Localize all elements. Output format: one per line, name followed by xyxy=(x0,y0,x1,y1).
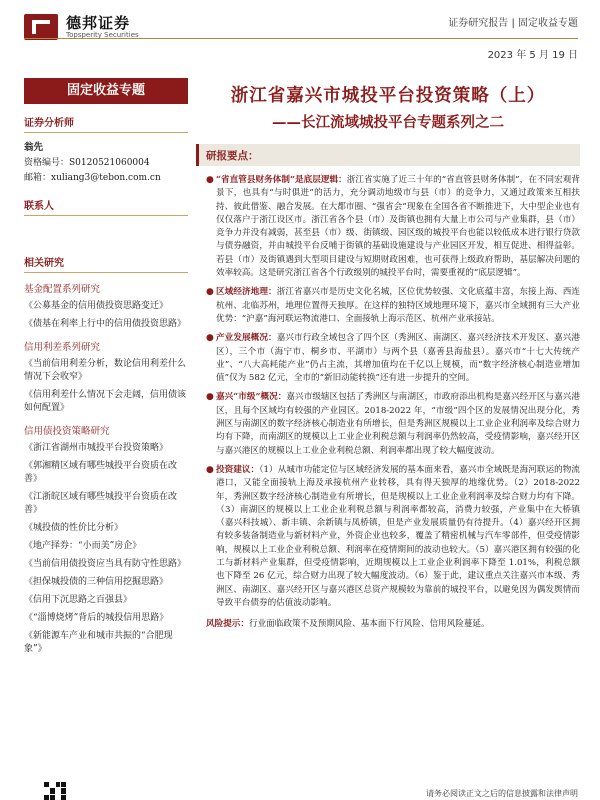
related-report-link[interactable]: 《“淄博烧烤”背后的城投信用思路》 xyxy=(24,613,169,623)
brand-name: 德邦证券 xyxy=(66,13,131,32)
related-group-fund xyxy=(24,281,188,331)
related-group-spread xyxy=(24,339,188,415)
risk-text: 行业面临政策不及预期风险、基本面下行风险、信用风险蔓延。 xyxy=(248,619,490,630)
related-group-title: 信用利差系列研究 xyxy=(24,342,101,353)
footer-disclaimer: 请务必阅读正文之后的信息披露和法律声明 xyxy=(426,789,578,798)
report-subtitle: ——长江流域城投平台专题系列之二 xyxy=(272,115,504,131)
related-section-title: 相关研究 xyxy=(24,258,64,269)
section-divider xyxy=(24,272,188,273)
key-point-title: 投资建议： xyxy=(216,464,260,475)
bullet-icon: ● xyxy=(206,392,214,403)
key-point-text: 嘉兴市级辖区包括了秀洲区与南湖区，市政府添出机构是嘉兴经开区与嘉兴港区，且每个区域均有较强的产业园区。2018-2022 年，“市级”四个区的发展情况出现分化，秀洲区与南湖区的数字经济核心制造业有所增长，但是秀洲区规模以上工业企业利润率及综合财力均有下降，而南湖区的规模以上工业企业利税总额与利润率仍然较高，受疫情影响，嘉兴经开区与嘉兴港区的规模以上工业企业利税总额、利润率都出现了较大幅度波动。 xyxy=(216,392,580,456)
summary-label: 研报要点： xyxy=(206,150,259,162)
key-point-text: 浙江省嘉兴市是历史文化名城，区位优势较强、文化底蕴丰富，东接上海、西连杭州、北临苏州，地理位置得天独厚。在这样的独特区域地理环境下，嘉兴市全域拥有三大产业优势：“沪嘉”海河联运物流港口、全面接轨上海示范区、杭州产业承接站。 xyxy=(216,287,580,324)
key-point-text: 浙江省实施了近三十年的“省直管县财务体制”，在不同宏观背景下，也具有“与时俱进”的活力，充分调动地级市与县（市）的竞争力，又通过政策来互相扶持、彼此借鉴、融合发展。在大都市圈、“强省会”现象在全国各省不断推进下，大中型企业也有仅仅落户于浙江设区市。浙江省各个县（市）及街镇也拥有大量上市公司与产业集群，县（市）竞争力并没有减弱，甚至县（市）级、街镇级、园区级的城投平台也能以较低成本进行银行贷款与债券融资，并由城投平台反哺于街镇的基础设施建设与产业园区开发，相互促进、相得益彰。若县（市）及街镇遇到大型项目建设与短期财政困难，也可获得上级政府帮助，基层解决问题的效率较高。这是研究浙江省各个行政级别的城投平台时，需要重视的“底层逻辑”。 xyxy=(216,175,580,279)
analyst-email[interactable]: 邮箱：xuliang3@tebon.com.cn xyxy=(24,173,161,183)
key-point xyxy=(206,174,580,280)
sidebar-banner: 固定收益专题 xyxy=(24,78,188,104)
related-report-link[interactable]: 《地产择券：“小而美”房企》 xyxy=(24,541,142,551)
related-report-link[interactable]: 《公募基金的信用债投资思路变迁》 xyxy=(24,301,169,311)
key-points xyxy=(196,174,580,610)
bullet-icon: ● xyxy=(206,333,214,344)
key-point-text: 嘉兴市行政全域包含了四个区（秀洲区、南湖区、嘉兴经济技术开发区、嘉兴港区），三个市（海宁市、桐乡市、平湖市）与两个县（嘉善县海盐县）。嘉兴市“十七大传统产业”、“八大高耗能产业”仍占主流，其增加值均在千亿以上规模，而“数字经济核心制造业增加值”仅为 582 亿元，全市的“新旧动能转换”还有进一步提升的空间。 xyxy=(216,333,580,384)
bullet-icon: ● xyxy=(206,464,214,475)
key-point-text: （1）从城市功能定位与区域经济发展的基本面来看，嘉兴市全域既是海河联运的物流港口，又能全面接轨上海及承接杭州产业转移，具有得天独厚的地缘优势。（2）2018-2022 年，秀洲区数字经济核心制造业有所增长，但是规模以上工业企业利润率及综合财力均有下降。（3）南湖区的规模以上工业企业利税总额与利润率都较高，消费力较强，产业集中在大桥镇（嘉兴科技城）、新丰镇、余新镇与凤桥镇，但是产业发展质量仍有待提升。（4）嘉兴经开区拥有较多装备制造业与新材料产业，外资企业也较多，覆盖了精密机械与汽车零部件，但受疫情影响，规模以上工业企业利税总额、利润率在疫情期间的波动也较大。（5）嘉兴港区拥有较强的化工与新材料产业集群，但受疫情影响，近期规模以上工业企业利润率下降至 1.01%，利税总额也下降至 26 亿元，综合财力出现了较大幅度波动。（6）鉴于此，建议重点关注嘉兴市本级、秀洲区、南湖区、嘉兴经开区与嘉兴港区总资产规模较为靠前的城投平台，以避免因为偶发舆情而导致平台债券的估值波动影响。 xyxy=(216,464,580,608)
related-report-link[interactable]: 《郭湘精区域有哪些城投平台资质在改善》 xyxy=(24,461,178,484)
analyst-cert: 资格编号：S0120521060004 xyxy=(24,158,150,168)
report-date: 2023 年 5 月 19 日 xyxy=(487,50,578,61)
contact-section-title: 联系人 xyxy=(24,201,54,212)
related-report-link[interactable]: 《江浙皖区域有哪些城投平台资质在改善》 xyxy=(24,492,178,515)
related-report-link[interactable]: 《信用下沉思路之百强县》 xyxy=(24,595,133,605)
related-report-link[interactable]: 《担保城投债的三种信用挖掘思路》 xyxy=(24,577,169,587)
bullet-icon: ● xyxy=(206,175,214,185)
analyst-name: 翁先 xyxy=(24,142,44,153)
section-divider xyxy=(24,132,188,133)
related-group-strategy xyxy=(24,423,188,656)
related-group-title: 基金配置系列研究 xyxy=(24,284,101,295)
key-point xyxy=(206,391,580,457)
bullet-icon: ● xyxy=(206,287,214,298)
summary-header xyxy=(196,144,580,166)
main-content xyxy=(196,82,580,631)
sidebar xyxy=(24,78,188,656)
key-point xyxy=(206,286,580,326)
risk-title: 风险提示： xyxy=(206,619,249,630)
key-point-title: “省直管县财务体制”是底层逻辑： xyxy=(216,175,347,185)
brand-logo-icon xyxy=(24,14,58,40)
key-point-title: 区域经济地理： xyxy=(216,287,277,298)
related-report-link[interactable]: 《信用利差什么情况下会走阔，信用债该如何配置》 xyxy=(24,390,187,413)
related-report-link[interactable]: 《当前信用债投资应当具有防守性思路》 xyxy=(24,559,187,569)
risk-notice xyxy=(196,618,580,631)
analyst-section-title: 证券分析师 xyxy=(24,118,74,129)
key-point xyxy=(206,464,580,610)
header-divider xyxy=(24,38,578,39)
related-report-link[interactable]: 《城投债的性价比分析》 xyxy=(24,523,124,533)
related-report-link[interactable]: 《当前信用利差分析，数论信用利差什么情况下会收窄》 xyxy=(24,359,187,382)
report-header xyxy=(0,0,600,61)
section-divider xyxy=(24,215,188,216)
report-category: 证券研究报告 | 固定收益专题 xyxy=(448,18,578,29)
related-report-link[interactable]: 《浙江省湖州市城投平台投资策略》 xyxy=(24,443,169,453)
report-title: 浙江省嘉兴市城投平台投资策略（上） xyxy=(230,86,546,106)
related-report-link[interactable]: 《债基在利率上行中的信用债投资思路》 xyxy=(24,319,187,329)
brand-logo xyxy=(24,14,139,40)
qr-code-icon xyxy=(44,782,66,800)
key-point xyxy=(206,332,580,385)
key-point-title: 产业发展概况： xyxy=(216,333,277,344)
related-group-title: 信用债投资策略研究 xyxy=(24,426,110,437)
related-report-link[interactable]: 《新能源车产业和城市共振的“合肥现象”》 xyxy=(24,631,173,654)
key-point-title: 嘉兴“市级”概况： xyxy=(216,392,287,403)
brand-name-en: Topsperity Securities xyxy=(66,30,139,39)
